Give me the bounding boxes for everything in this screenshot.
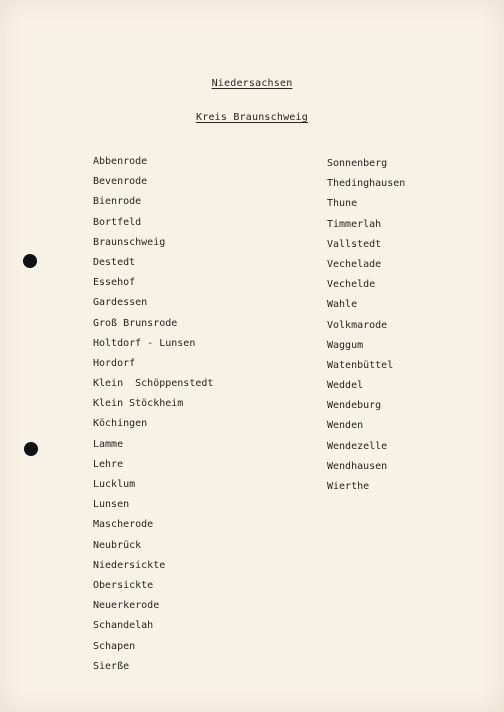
list-item: Timmerlah — [327, 218, 382, 230]
place-list-right — [327, 154, 405, 497]
list-item: Schapen — [93, 640, 136, 652]
list-item: Neubrück — [93, 539, 142, 551]
list-item: Sonnenberg — [327, 158, 388, 169]
list-item: Wendezelle — [327, 440, 388, 452]
list-item: Gardessen — [93, 297, 148, 309]
list-item: Mascherode — [93, 519, 154, 531]
list-item: Abbenrode — [93, 156, 148, 167]
list-item: Weddel — [327, 380, 364, 392]
list-item: Lunsen — [93, 499, 130, 511]
list-item: Vechelde — [327, 279, 376, 291]
list-item: Lucklum — [93, 479, 136, 490]
list-item: Schandelah — [93, 620, 154, 632]
list-item: Bienrode — [93, 196, 142, 208]
list-item: Bortfeld — [93, 216, 142, 228]
list-item: Vechelade — [327, 258, 382, 270]
list-item: Wendeburg — [327, 400, 382, 412]
place-list-left — [93, 152, 213, 677]
list-item: Niedersickte — [93, 559, 166, 571]
list-item: Destedt — [93, 256, 136, 268]
list-item: Klein Schöppenstedt — [93, 378, 214, 390]
list-item: Hordorf — [93, 357, 136, 369]
list-item: Holtdorf - Lunsen — [93, 337, 196, 349]
list-item: Wendhausen — [327, 460, 388, 472]
list-item: Groß Brunsrode — [93, 317, 178, 329]
list-item: Klein Stöckheim — [93, 398, 184, 410]
list-item: Lehre — [93, 458, 124, 470]
list-item: Thune — [327, 198, 358, 210]
list-item: Braunschweig — [93, 236, 166, 248]
list-item: Obersickte — [93, 579, 154, 591]
list-item: Neuerkerode — [93, 600, 160, 612]
punch-hole-icon — [23, 254, 37, 268]
list-item: Thedinghausen — [327, 178, 406, 190]
list-item: Watenbüttel — [327, 359, 394, 371]
list-item: Waggum — [327, 339, 364, 351]
list-item: Vallstedt — [327, 238, 382, 250]
page-subtitle: Kreis Braunschweig — [196, 112, 308, 123]
punch-hole-icon — [24, 442, 38, 456]
list-item: Sierße — [93, 660, 130, 672]
list-item: Volkmarode — [327, 319, 388, 331]
page-title: Niedersachsen — [211, 78, 293, 89]
list-item: Wierthe — [327, 481, 370, 492]
list-item: Wahle — [327, 299, 358, 311]
list-item: Wenden — [327, 420, 364, 432]
list-item: Essehof — [93, 277, 136, 289]
list-item: Köchingen — [93, 418, 148, 430]
list-item: Lamme — [93, 438, 124, 450]
list-item: Bevenrode — [93, 176, 148, 188]
